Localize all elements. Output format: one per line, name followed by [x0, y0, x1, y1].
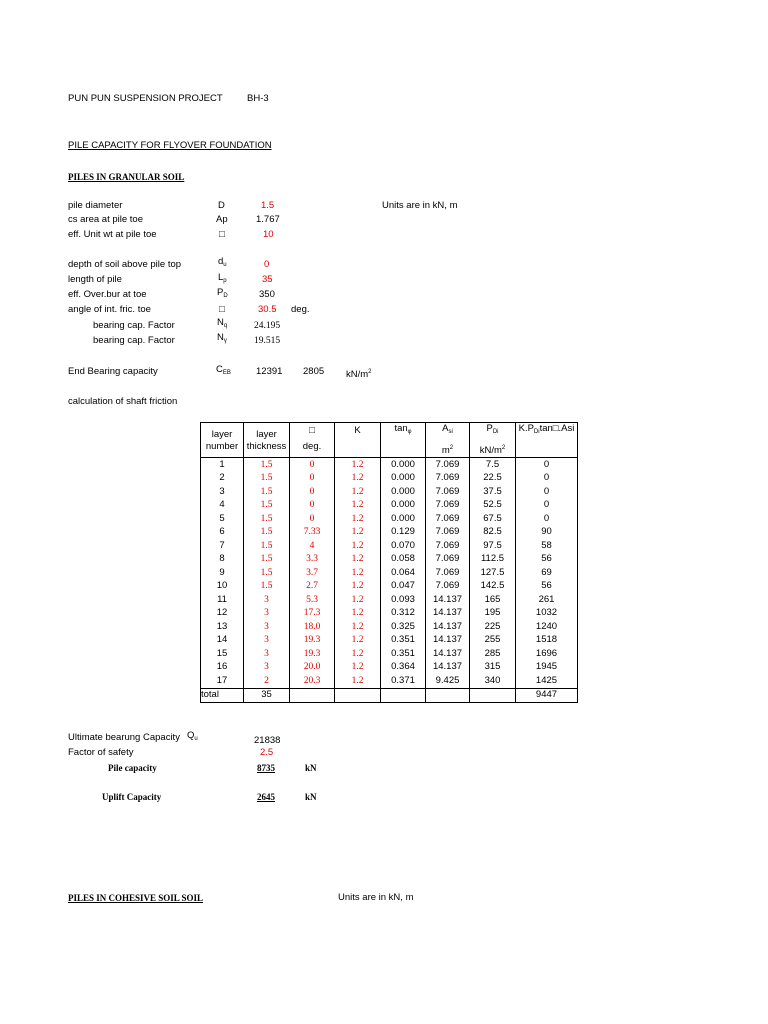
col-header-pressure: $P_{Di}$ $kN/m^2$	[470, 423, 516, 458]
k-cell: 1.2	[335, 553, 381, 567]
area-cell: 7.069	[426, 539, 470, 553]
friction-cell: 1240	[516, 620, 578, 634]
k-cell: 1.2	[335, 512, 381, 526]
table-row	[201, 539, 578, 553]
cs-area-symbol: Ap	[216, 214, 228, 225]
friction-cell: 0	[516, 499, 578, 513]
friction-cell: 69	[516, 566, 578, 580]
angle-label: angle of int. fric. toe	[68, 304, 151, 315]
layer-thickness-cell: 1.5	[244, 566, 290, 580]
layer-number-cell: 4	[201, 499, 244, 513]
phi-cell: 3.3	[290, 553, 335, 567]
area-cell: 7.069	[426, 580, 470, 594]
layer-number-cell: 14	[201, 634, 244, 648]
units-note: Units are in kN, m	[382, 200, 458, 211]
ny-symbol: $N_\gamma$	[217, 332, 227, 344]
pile-capacity-unit: kN	[305, 763, 317, 773]
total-thickness: 35	[244, 688, 290, 703]
table-row	[201, 472, 578, 486]
layer-thickness-cell: 3	[244, 593, 290, 607]
area-cell: 7.069	[426, 499, 470, 513]
table-row	[201, 620, 578, 634]
depth-soil-symbol: $d_u$	[218, 256, 227, 268]
factor-safety-label: Factor of safety	[68, 747, 134, 758]
pressure-cell: 285	[470, 647, 516, 661]
total-empty-cell	[290, 688, 335, 703]
pressure-cell: 340	[470, 674, 516, 688]
k-cell: 1.2	[335, 593, 381, 607]
table-header-row	[201, 423, 578, 458]
k-cell: 1.2	[335, 566, 381, 580]
friction-cell: 1696	[516, 647, 578, 661]
area-cell: 7.069	[426, 553, 470, 567]
layer-number-cell: 10	[201, 580, 244, 594]
k-cell: 1.2	[335, 499, 381, 513]
layer-thickness-cell: 2	[244, 674, 290, 688]
pressure-cell: 225	[470, 620, 516, 634]
end-bearing-label: End Bearing capacity	[68, 366, 158, 377]
tan-cell: 0.064	[381, 566, 426, 580]
borehole-label: BH-3	[247, 93, 269, 104]
end-bearing-symbol: $C_{EB}$	[216, 364, 231, 376]
total-empty-cell	[426, 688, 470, 703]
table-row	[201, 593, 578, 607]
uplift-capacity-value: 2645	[257, 792, 275, 802]
overbur-value: 350	[259, 289, 275, 300]
table-row	[201, 553, 578, 567]
unit-wt-symbol: □	[219, 229, 225, 240]
table-row	[201, 566, 578, 580]
tan-cell: 0.093	[381, 593, 426, 607]
depth-soil-value: 0	[264, 259, 270, 270]
pile-diameter-label: pile diameter	[68, 200, 123, 211]
layer-number-cell: 1	[201, 458, 244, 472]
layer-thickness-cell: 1.5	[244, 526, 290, 540]
table-row	[201, 607, 578, 621]
tan-cell: 0.312	[381, 607, 426, 621]
depth-soil-label: depth of soil above pile top	[68, 259, 182, 270]
ultimate-capacity-label: Ultimate bearung Capacity	[68, 732, 180, 743]
layer-number-cell: 6	[201, 526, 244, 540]
table-row	[201, 580, 578, 594]
pile-capacity-value: 8735	[257, 763, 275, 773]
layer-number-cell: 13	[201, 620, 244, 634]
layer-number-cell: 7	[201, 539, 244, 553]
pressure-cell: 255	[470, 634, 516, 648]
table-row	[201, 647, 578, 661]
tan-cell: 0.325	[381, 620, 426, 634]
friction-cell: 1518	[516, 634, 578, 648]
ultimate-capacity-symbol: $Q_u$	[187, 730, 198, 742]
area-cell: 14.137	[426, 620, 470, 634]
pressure-cell: 37.5	[470, 485, 516, 499]
col-header-k: K	[335, 423, 381, 458]
units-note-cohesive: Units are in kN, m	[338, 892, 414, 903]
k-cell: 1.2	[335, 539, 381, 553]
k-cell: 1.2	[335, 607, 381, 621]
table-row	[201, 661, 578, 675]
pressure-cell: 22.5	[470, 472, 516, 486]
layer-thickness-cell: 1.5	[244, 512, 290, 526]
layer-thickness-cell: 3	[244, 607, 290, 621]
phi-cell: 19.3	[290, 634, 335, 648]
phi-cell: 2.7	[290, 580, 335, 594]
pressure-cell: 112.5	[470, 553, 516, 567]
phi-cell: 0	[290, 458, 335, 472]
pressure-cell: 52.5	[470, 499, 516, 513]
friction-cell: 1032	[516, 607, 578, 621]
total-empty-cell	[335, 688, 381, 703]
pressure-cell: 82.5	[470, 526, 516, 540]
friction-cell: 261	[516, 593, 578, 607]
layer-thickness-cell: 3	[244, 620, 290, 634]
project-title: PUN PUN SUSPENSION PROJECT	[68, 93, 223, 104]
end-bearing-value: 12391	[256, 366, 283, 377]
overbur-label: eff. Over.bur at toe	[68, 289, 147, 300]
ultimate-capacity-value: 21838	[254, 735, 281, 746]
layer-thickness-cell: 1.5	[244, 539, 290, 553]
layer-thickness-cell: 1.5	[244, 499, 290, 513]
tan-cell: 0.000	[381, 512, 426, 526]
section-granular-heading: PILES IN GRANULAR SOIL	[68, 172, 185, 182]
table-total-row	[201, 688, 578, 703]
shaft-friction-title: calculation of shaft friction	[68, 396, 178, 407]
table-row	[201, 512, 578, 526]
col-header-layer-number: layer number	[201, 423, 244, 458]
layer-number-cell: 3	[201, 485, 244, 499]
table-row	[201, 458, 578, 472]
friction-cell: 56	[516, 553, 578, 567]
phi-cell: 20.3	[290, 674, 335, 688]
area-cell: 7.069	[426, 472, 470, 486]
friction-cell: 0	[516, 512, 578, 526]
friction-cell: 0	[516, 472, 578, 486]
length-pile-label: length of pile	[68, 274, 122, 285]
tan-cell: 0.371	[381, 674, 426, 688]
area-cell: 14.137	[426, 593, 470, 607]
area-cell: 7.069	[426, 512, 470, 526]
k-cell: 1.2	[335, 634, 381, 648]
ny-value: 19.515	[254, 336, 281, 346]
area-cell: 14.137	[426, 647, 470, 661]
tan-cell: 0.058	[381, 553, 426, 567]
tan-cell: 0.364	[381, 661, 426, 675]
area-cell: 7.069	[426, 526, 470, 540]
area-cell: 7.069	[426, 566, 470, 580]
pressure-cell: 127.5	[470, 566, 516, 580]
cs-area-value: 1.767	[256, 214, 280, 225]
unit-wt-value: 10	[263, 229, 274, 240]
layer-thickness-cell: 1.5	[244, 458, 290, 472]
layer-number-cell: 15	[201, 647, 244, 661]
pressure-cell: 165	[470, 593, 516, 607]
nq-label: bearing cap. Factor	[93, 320, 175, 331]
friction-cell: 1945	[516, 661, 578, 675]
pressure-cell: 97.5	[470, 539, 516, 553]
tan-cell: 0.000	[381, 499, 426, 513]
col-header-phi: □ deg.	[290, 423, 335, 458]
area-cell: 14.137	[426, 634, 470, 648]
tan-cell: 0.070	[381, 539, 426, 553]
pressure-cell: 195	[470, 607, 516, 621]
layer-thickness-cell: 1.5	[244, 580, 290, 594]
nq-value: 24.195	[254, 321, 281, 331]
col-header-tan: $\tan_\varphi$	[381, 423, 426, 458]
pressure-cell: 315	[470, 661, 516, 675]
total-empty-cell	[381, 688, 426, 703]
phi-cell: 3.7	[290, 566, 335, 580]
phi-cell: 0	[290, 499, 335, 513]
uplift-capacity-label: Uplift Capacity	[102, 792, 162, 802]
uplift-capacity-unit: kN	[305, 792, 317, 802]
layer-thickness-cell: 1.5	[244, 553, 290, 567]
area-cell: 14.137	[426, 661, 470, 675]
area-cell: 14.137	[426, 607, 470, 621]
phi-cell: 20.0	[290, 661, 335, 675]
friction-cell: 0	[516, 458, 578, 472]
phi-cell: 17.3	[290, 607, 335, 621]
layer-thickness-cell: 3	[244, 634, 290, 648]
end-bearing-unit: $kN/m^2$	[346, 369, 372, 380]
k-cell: 1.2	[335, 526, 381, 540]
length-pile-symbol: $L_p$	[218, 272, 227, 284]
total-label: total	[201, 688, 244, 703]
table-row	[201, 499, 578, 513]
friction-cell: 0	[516, 485, 578, 499]
layer-number-cell: 2	[201, 472, 244, 486]
pile-capacity-label: Pile capacity	[108, 763, 157, 773]
ny-label: bearing cap. Factor	[93, 335, 175, 346]
phi-cell: 0	[290, 472, 335, 486]
k-cell: 1.2	[335, 485, 381, 499]
k-cell: 1.2	[335, 647, 381, 661]
tan-cell: 0.047	[381, 580, 426, 594]
tan-cell: 0.000	[381, 472, 426, 486]
phi-cell: 18.0	[290, 620, 335, 634]
phi-cell: 0	[290, 512, 335, 526]
friction-cell: 1425	[516, 674, 578, 688]
pressure-cell: 67.5	[470, 512, 516, 526]
end-bearing-value2: 2805	[303, 366, 325, 377]
area-cell: 9.425	[426, 674, 470, 688]
overbur-symbol: $P_D$	[217, 287, 228, 299]
angle-symbol: □	[219, 304, 225, 315]
table-row	[201, 485, 578, 499]
phi-cell: 7.33	[290, 526, 335, 540]
friction-cell: 56	[516, 580, 578, 594]
k-cell: 1.2	[335, 472, 381, 486]
friction-cell: 58	[516, 539, 578, 553]
angle-unit: deg.	[291, 304, 310, 315]
tan-cell: 0.000	[381, 485, 426, 499]
col-header-area: $A_{si}$ $m^2$	[426, 423, 470, 458]
layer-number-cell: 11	[201, 593, 244, 607]
phi-cell: 19.3	[290, 647, 335, 661]
total-friction: 9447	[516, 688, 578, 703]
k-cell: 1.2	[335, 458, 381, 472]
page-subtitle: PILE CAPACITY FOR FLYOVER FOUNDATION	[68, 140, 272, 151]
phi-cell: 0	[290, 485, 335, 499]
angle-value: 30.5	[258, 304, 277, 315]
tan-cell: 0.000	[381, 458, 426, 472]
layer-thickness-cell: 1.5	[244, 472, 290, 486]
k-cell: 1.2	[335, 620, 381, 634]
k-cell: 1.2	[335, 661, 381, 675]
layer-number-cell: 16	[201, 661, 244, 675]
tan-cell: 0.351	[381, 647, 426, 661]
layer-number-cell: 12	[201, 607, 244, 621]
length-pile-value: 35	[262, 274, 273, 285]
phi-cell: 5.3	[290, 593, 335, 607]
factor-safety-value: 2.5	[260, 747, 274, 758]
unit-wt-label: eff. Unit wt at pile toe	[68, 229, 157, 240]
layer-thickness-cell: 1.5	[244, 485, 290, 499]
col-header-layer-thickness: layer thickness	[244, 423, 290, 458]
table-row	[201, 526, 578, 540]
friction-cell: 90	[516, 526, 578, 540]
pile-diameter-value: 1.5	[261, 200, 275, 211]
pile-diameter-symbol: D	[218, 200, 225, 211]
k-cell: 1.2	[335, 580, 381, 594]
layer-number-cell: 5	[201, 512, 244, 526]
k-cell: 1.2	[335, 674, 381, 688]
cs-area-label: cs area at pile toe	[68, 214, 143, 225]
layer-thickness-cell: 3	[244, 647, 290, 661]
total-empty-cell	[470, 688, 516, 703]
pressure-cell: 142.5	[470, 580, 516, 594]
nq-symbol: $N_q$	[217, 317, 228, 329]
table-row	[201, 634, 578, 648]
area-cell: 7.069	[426, 458, 470, 472]
col-header-friction: $K.P_{Di}\tan□.Asi$	[516, 423, 578, 458]
layer-number-cell: 9	[201, 566, 244, 580]
area-cell: 7.069	[426, 485, 470, 499]
layer-number-cell: 8	[201, 553, 244, 567]
phi-cell: 4	[290, 539, 335, 553]
pressure-cell: 7.5	[470, 458, 516, 472]
layer-number-cell: 17	[201, 674, 244, 688]
tan-cell: 0.351	[381, 634, 426, 648]
table-row	[201, 674, 578, 688]
layer-thickness-cell: 3	[244, 661, 290, 675]
section-cohesive-heading: PILES IN COHESIVE SOIL SOIL	[68, 893, 204, 903]
shaft-friction-table	[200, 422, 578, 703]
tan-cell: 0.129	[381, 526, 426, 540]
